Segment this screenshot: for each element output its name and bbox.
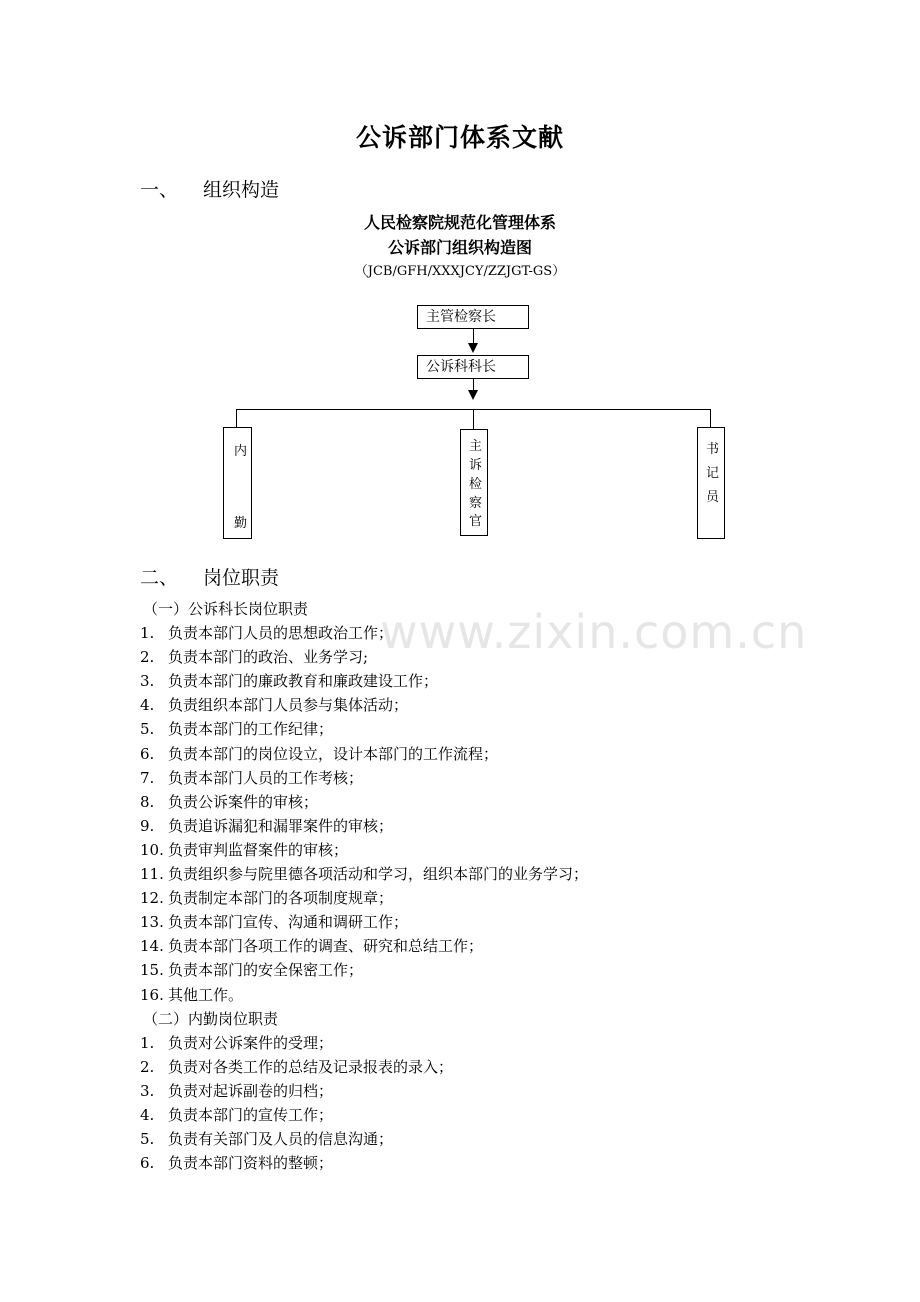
- list-item: [140, 911, 408, 932]
- section2-heading: 岗位职责: [203, 567, 280, 589]
- list-item: [140, 718, 333, 739]
- list-item: [140, 815, 393, 836]
- watermark: www.zixin.com.cn: [380, 605, 808, 659]
- list-item: [140, 791, 318, 812]
- list-item-text: 负责本部门的廉政教育和廉政建设工作；: [168, 672, 439, 691]
- org-box-clerk-office-char: 内: [234, 444, 248, 459]
- list-item-text: 负责有关部门及人员的信息沟通；: [168, 1130, 394, 1149]
- list-item-text: 负责本部门的安全保密工作；: [168, 961, 364, 980]
- list-item-number: 3.: [140, 672, 155, 691]
- list-item: [140, 1128, 393, 1149]
- org-box-section-chief: [417, 355, 529, 379]
- arrow-down-icon: [468, 343, 478, 353]
- list-item: [140, 646, 368, 667]
- list-item-number: 14.: [140, 937, 164, 956]
- list-item-number: 1.: [140, 1033, 155, 1052]
- org-box-lead-prosecutor-char: 诉: [469, 458, 483, 473]
- org-box-clerk-char: 书: [706, 442, 720, 457]
- org-box-clerk-char: 记: [706, 466, 720, 481]
- list-item: [140, 1080, 333, 1101]
- list-item-number: 8.: [140, 792, 155, 811]
- list-item: [140, 622, 393, 643]
- connector-line: [236, 409, 237, 427]
- list-item: [140, 743, 498, 764]
- list-item: [140, 887, 393, 908]
- list-item-text: 负责制定本部门的各项制度规章；: [168, 889, 394, 908]
- list-item-number: 4.: [140, 1106, 155, 1124]
- list-item-number: 16.: [140, 985, 164, 1004]
- chart-code: （JCB/GFH/XXXJCY/ZZJGT-GS）: [354, 264, 566, 279]
- section1-number: 一、: [140, 179, 179, 201]
- list-item-text: 负责对起诉副卷的归档；: [168, 1081, 334, 1100]
- list-item-number: 10.: [140, 840, 164, 859]
- list-item-text: 负责本部门人员的思想政治工作；: [168, 624, 394, 642]
- list-item-number: 1.: [140, 624, 155, 642]
- list-item: [140, 670, 438, 691]
- list-item: [140, 767, 363, 788]
- list-item-number: 5.: [140, 720, 155, 739]
- list-item-number: 6.: [140, 1154, 155, 1173]
- list-item-text: 负责审判监督案件的审核；: [168, 840, 349, 859]
- org-box-lead-prosecutor-char: 检: [469, 477, 483, 492]
- list-item-number: 7.: [140, 768, 155, 787]
- list-item-number: 4.: [140, 696, 155, 715]
- org-box-lead-prosecutor-char: 官: [469, 514, 483, 529]
- list-item-number: 13.: [140, 913, 164, 932]
- list-item-text: 负责追诉漏犯和漏罪案件的审核；: [168, 816, 394, 835]
- chart-heading-1: 人民检察院规范化管理体系: [363, 213, 556, 232]
- org-box-clerk-char: 员: [706, 490, 720, 505]
- list-item: [140, 1104, 333, 1125]
- chart-heading-2: 公诉部门组织构造图: [387, 238, 532, 257]
- section2-number: 二、: [140, 567, 179, 589]
- list-item-text: 负责本部门宣传、沟通和调研工作；: [168, 913, 409, 932]
- list-item: [140, 959, 363, 980]
- list-item: [140, 984, 243, 1005]
- org-box-clerk-office-char: 勤: [234, 516, 248, 531]
- list-item-number: 11.: [140, 865, 164, 883]
- list-item-text: 其他工作。: [168, 985, 244, 1004]
- arrow-down-icon: [468, 390, 478, 400]
- list-item-text: 负责本部门的工作纪律；: [168, 720, 334, 739]
- list-item: [140, 839, 348, 860]
- org-box-clerk-office: [223, 427, 252, 539]
- section1-heading: 组织构造: [203, 179, 280, 201]
- org-box-chief-prosecutor: [417, 305, 529, 329]
- list-item-number: 15.: [140, 961, 164, 980]
- subsection2-title: （二）内勤岗位职责: [143, 1009, 279, 1028]
- list-item-text: 负责组织参与院里德各项活动和学习，组织本部门的业务学习；: [168, 865, 589, 883]
- list-item-number: 6.: [140, 744, 155, 763]
- list-item-text: 负责本部门的政治、业务学习;: [168, 648, 369, 667]
- connector-line: [473, 329, 474, 344]
- list-item-text: 负责公诉案件的审核；: [168, 792, 319, 811]
- org-box-lead-prosecutor-char: 察: [469, 496, 483, 511]
- list-item-text: 负责本部门的岗位设立，设计本部门的工作流程；: [168, 744, 499, 763]
- org-box-clerk: [697, 427, 725, 539]
- list-item: [140, 1152, 333, 1173]
- list-item-text: 负责本部门资料的整顿；: [168, 1154, 334, 1173]
- connector-line: [473, 409, 474, 429]
- org-box-section-chief-label: 公诉科科长: [426, 359, 496, 375]
- document-title: 公诉部门体系文献: [355, 123, 564, 152]
- org-box-lead-prosecutor: [460, 429, 488, 536]
- list-item-text: 负责本部门的宣传工作；: [168, 1106, 334, 1124]
- subsection1-title: （一）公诉科长岗位职责: [143, 600, 309, 618]
- list-item: [140, 1056, 453, 1077]
- list-item-text: 负责对各类工作的总结及记录报表的录入；: [168, 1057, 454, 1076]
- list-item-number: 3.: [140, 1081, 155, 1100]
- list-item-number: 2.: [140, 1057, 155, 1076]
- org-box-lead-prosecutor-char: 主: [469, 439, 483, 454]
- list-item-text: 负责本部门人员的工作考核；: [168, 768, 364, 787]
- list-item-number: 2.: [140, 648, 155, 667]
- list-item-number: 9.: [140, 816, 155, 835]
- list-item: [140, 935, 483, 956]
- list-item-text: 负责本部门各项工作的调查、研究和总结工作；: [168, 937, 484, 956]
- list-item: [140, 863, 588, 884]
- list-item-number: 12.: [140, 889, 164, 908]
- list-item-text: 负责组织本部门人员参与集体活动；: [168, 696, 409, 715]
- list-item-number: 5.: [140, 1130, 155, 1149]
- connector-line: [710, 409, 711, 427]
- list-item: [140, 1032, 333, 1053]
- list-item: [140, 694, 408, 715]
- org-box-chief-prosecutor-label: 主管检察长: [426, 309, 496, 325]
- list-item-text: 负责对公诉案件的受理；: [168, 1033, 334, 1052]
